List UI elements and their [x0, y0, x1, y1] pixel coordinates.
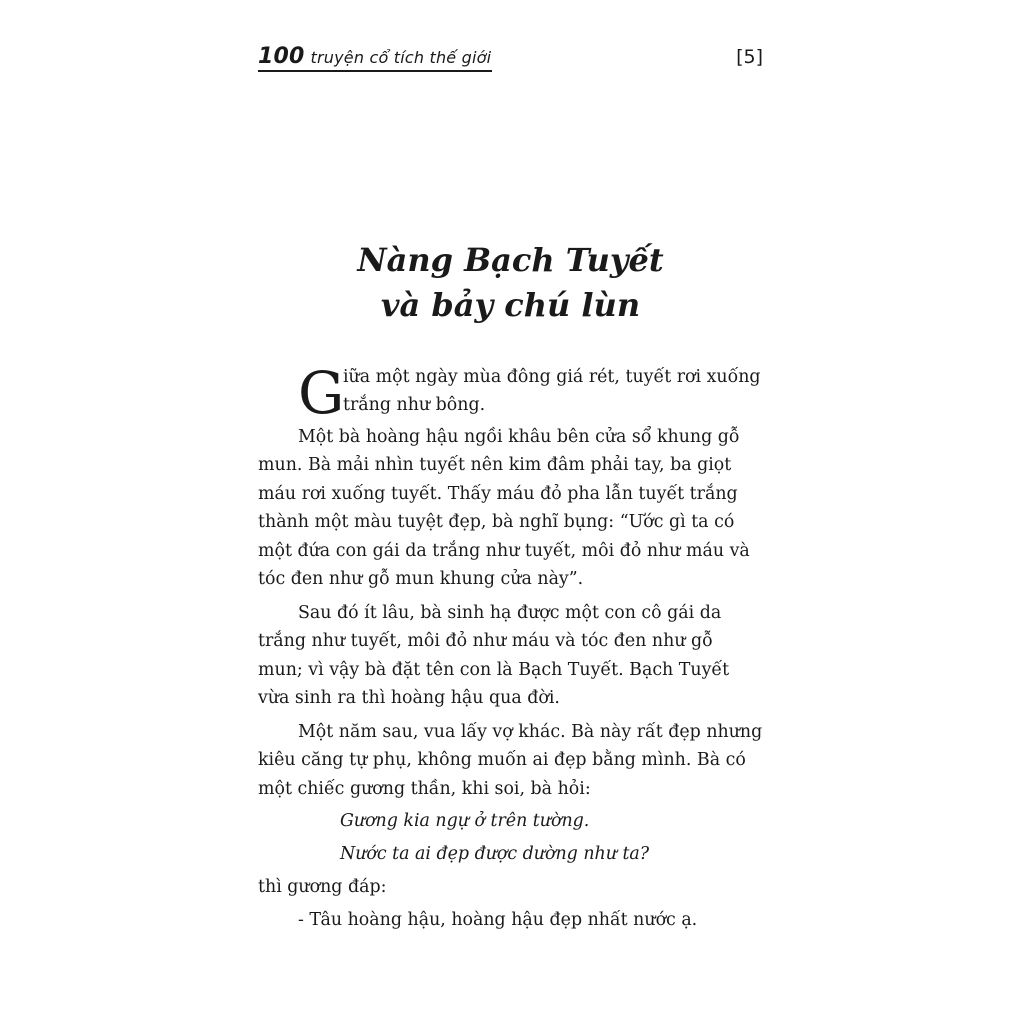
- story-title-line-2: và bảy chú lùn: [380, 286, 641, 324]
- series-name: truyện cổ tích thế giới: [310, 48, 492, 67]
- text-line: trắng như tuyết, môi đỏ như máu và tóc đen như gỗ: [258, 631, 713, 651]
- series-number: 100: [258, 44, 305, 69]
- verse-line: Nước ta ai đẹp được dường như ta?: [340, 844, 650, 864]
- text-line: mun; vì vậy bà đặt tên con là Bạch Tuyết. Bạch Tuyết: [258, 660, 730, 680]
- drop-cap: G: [298, 359, 345, 427]
- text-line: một đứa con gái da trắng như tuyết, môi đỏ như máu và: [258, 541, 750, 561]
- series-title: [258, 44, 491, 69]
- text-line: một chiếc gương thần, khi soi, bà hỏi:: [258, 779, 591, 799]
- page-number: [5]: [736, 46, 763, 68]
- text-line: Một bà hoàng hậu ngồi khâu bên cửa sổ khung gỗ: [298, 427, 740, 447]
- verse-line: Gương kia ngự ở trên tường.: [340, 811, 590, 831]
- text-line: Sau đó ít lâu, bà sinh hạ được một con cô gái da: [298, 603, 722, 623]
- text-line: Một năm sau, vua lấy vợ khác. Bà này rất đẹp nhưng: [298, 722, 763, 742]
- text-line: thì gương đáp:: [258, 877, 387, 897]
- story-title-line-1: Nàng Bạch Tuyết: [357, 241, 664, 279]
- text-line: kiêu căng tự phụ, không muốn ai đẹp bằng mình. Bà có: [258, 750, 746, 770]
- text-line: máu rơi xuống tuyết. Thấy máu đỏ pha lẫn tuyết trắng: [258, 484, 738, 504]
- header-underline: [258, 70, 492, 72]
- text-line: trắng như bông.: [343, 395, 486, 415]
- text-line: vừa sinh ra thì hoàng hậu qua đời.: [258, 688, 560, 708]
- reply-line: - Tâu hoàng hậu, hoàng hậu đẹp nhất nước ạ.: [298, 910, 698, 930]
- page-header: [258, 40, 763, 74]
- text-line: mun. Bà mải nhìn tuyết nên kim đâm phải tay, ba giọt: [258, 455, 732, 475]
- text-line: tóc đen như gỗ mun khung cửa này”.: [258, 569, 584, 589]
- text-line: thành một màu tuyệt đẹp, bà nghĩ bụng: “Ước gì ta có: [258, 512, 735, 532]
- text-line: iữa một ngày mùa đông giá rét, tuyết rơi xuống: [343, 367, 761, 387]
